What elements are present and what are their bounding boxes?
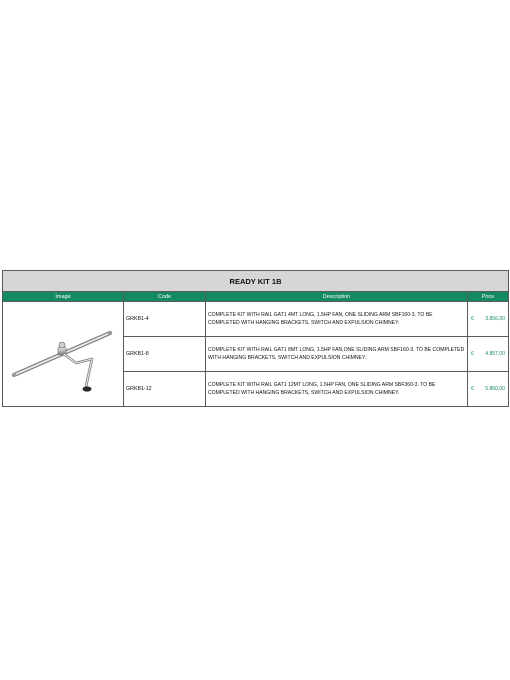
- currency-symbol: €: [471, 386, 474, 392]
- header-image: Image: [3, 292, 124, 302]
- product-image-cell: [3, 302, 124, 407]
- header-row: [3, 292, 509, 302]
- code-cell: GRKB1-8: [124, 337, 206, 372]
- rail-sliding-arm-image: [8, 307, 118, 397]
- currency-symbol: €: [471, 351, 474, 357]
- price-value: 5.860,00: [485, 386, 506, 392]
- currency-symbol: €: [471, 316, 474, 322]
- code-cell: GRKB1-12: [124, 372, 206, 407]
- price-table: [2, 270, 509, 407]
- price-cell: [468, 302, 509, 337]
- description-cell: COMPLETE KIT WITH RAIL GAT1 12MT LONG, 1.5HP FAN, ONE SLIDING ARM SBF360-3. TO BE COMPLETED WITH HANGING BRACKETS, SWITCH AND EXPULSION CHIMNEY.: [206, 372, 468, 407]
- code-cell: GRKB1-4: [124, 302, 206, 337]
- header-description: Description: [206, 292, 468, 302]
- table-row: [3, 302, 509, 337]
- price-cell: [468, 372, 509, 407]
- price-cell: [468, 337, 509, 372]
- description-cell: COMPLETE KIT WITH RAIL GAT1 8MT LONG, 1.5HP FAN,ONE SLIDING ARM SBF160-3. TO BE COMPLETED WITH HANGING BRACKETS, SWITCH AND EXPULSION CHIMNEY.: [206, 337, 468, 372]
- table-title: READY KIT 1B: [3, 271, 509, 292]
- header-price: Price: [468, 292, 509, 302]
- price-value: 4.857,00: [485, 351, 506, 357]
- description-cell: COMPLETE KIT WITH RAIL GAT1 4MT LONG, 1.5HP FAN, ONE SLIDING ARM SBF160-3. TO BE COMPLETED WITH HANGING BRACKETS, SWITCH AND EXPULSION CHIMNEY.: [206, 302, 468, 337]
- header-code: Code: [124, 292, 206, 302]
- price-value: 3.856,00: [485, 316, 506, 322]
